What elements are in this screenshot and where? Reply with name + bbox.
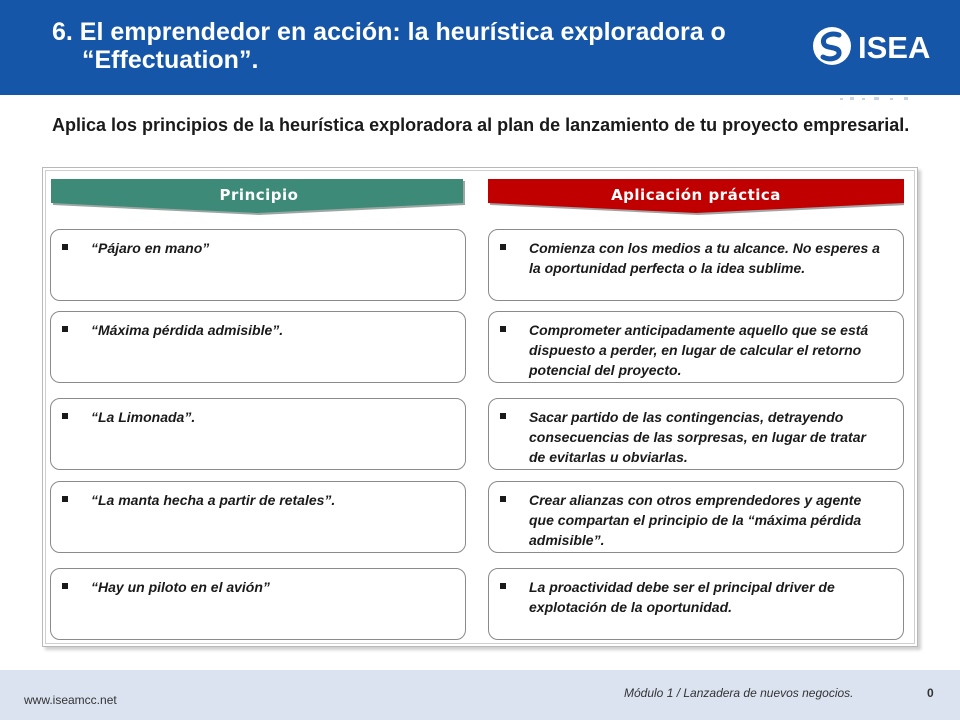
bullet-icon: [500, 583, 506, 589]
footer-url: www.iseamcc.net: [24, 693, 117, 707]
bullet-icon: [62, 496, 68, 502]
principle-text: “Pájaro en mano”: [91, 240, 210, 256]
principle-card: [50, 311, 466, 383]
logo-text: ISEA: [858, 30, 931, 65]
bullet-icon: [62, 326, 68, 332]
bullet-icon: [500, 326, 506, 332]
principle-text: “Máxima pérdida admisible”.: [91, 322, 284, 338]
bullet-icon: [62, 244, 68, 250]
application-text: Comienza con los medios a tu alcance. No esperes a la oportunidad perfecta o la idea sublime.: [529, 240, 880, 276]
title-line-2: “Effectuation”.: [82, 46, 259, 74]
column-header-application: [488, 179, 904, 217]
bullet-icon: [62, 583, 68, 589]
application-card: [488, 229, 904, 301]
principle-card: [50, 398, 466, 470]
application-card: [488, 568, 904, 640]
principle-card: [50, 229, 466, 301]
isea-logo-mark-icon: [812, 26, 852, 66]
decorative-dots: [840, 96, 920, 102]
page-number: 0: [927, 686, 934, 700]
column-header-principle-label: Principio: [219, 186, 299, 204]
application-text: Comprometer anticipadamente aquello que se está dispuesto a perder, en lugar de calcular el retorno potencial del proyecto.: [529, 322, 869, 378]
application-card: [488, 398, 904, 470]
bullet-icon: [500, 244, 506, 250]
application-text: La proactividad debe ser el principal driver de explotación de la oportunidad.: [529, 579, 835, 615]
title-line-1: 6. El emprendedor en acción: la heurística exploradora o: [52, 18, 726, 46]
principle-text: “La manta hecha a partir de retales”.: [91, 492, 336, 508]
application-card: [488, 311, 904, 383]
principle-card: [50, 568, 466, 640]
application-text: Crear alianzas con otros emprendedores y agente que compartan el principio de la “máxima pérdida admisible”.: [529, 492, 862, 548]
bullet-icon: [500, 496, 506, 502]
page-title: [52, 18, 792, 74]
instruction-text: Aplica los principios de la heurística exploradora al plan de lanzamiento de tu proyecto empresarial.: [52, 115, 910, 135]
bullet-icon: [500, 413, 506, 419]
principle-text: “Hay un piloto en el avión”: [91, 579, 270, 595]
footer-module-label: Módulo 1 / Lanzadera de nuevos negocios.: [624, 686, 854, 700]
bullet-icon: [62, 413, 68, 419]
application-card: [488, 481, 904, 553]
principle-text: “La Limonada”.: [91, 409, 196, 425]
column-header-application-label: Aplicación práctica: [611, 186, 781, 204]
application-text: Sacar partido de las contingencias, detrayendo consecuencias de las sorpresas, en lugar de tratar de evitarlas u obviarlas.: [529, 409, 866, 465]
column-header-principle: [51, 179, 467, 217]
principle-card: [50, 481, 466, 553]
isea-logo: [812, 22, 932, 72]
